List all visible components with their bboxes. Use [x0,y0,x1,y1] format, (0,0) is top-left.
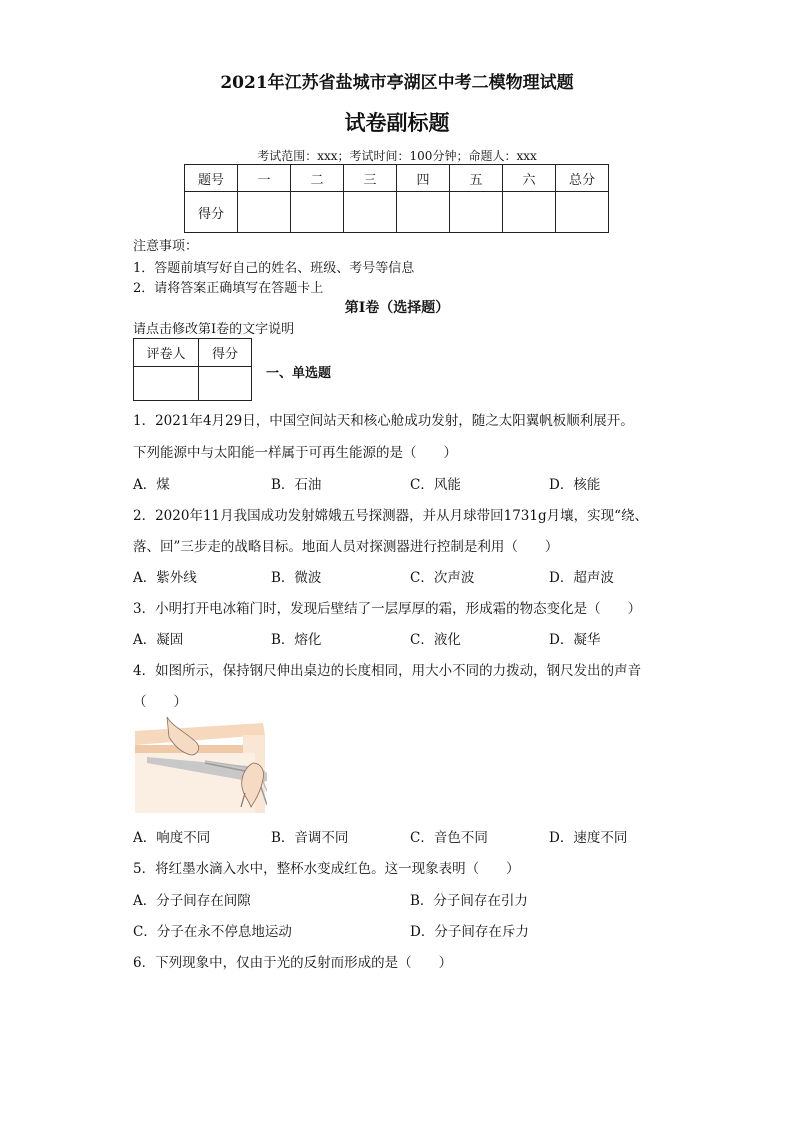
answer-option: A．紫外线 [133,570,197,586]
answer-option: D．超声波 [549,570,614,586]
grader-score-header: 得分 [199,339,252,367]
score-cell [291,192,344,233]
answer-option: C．次声波 [410,570,475,586]
answer-option: A．响度不同 [133,830,211,846]
question-text: 1．2021年4月29日，中国空间站天和核心舱成功发射，随之太阳翼帆板顺利展开。 [133,413,634,429]
question-text: （ ） [133,694,187,710]
score-header-cell: 一 [238,165,291,192]
answer-option: B．音调不同 [271,830,349,846]
grader-cell [134,367,199,401]
notes-heading: 注意事项： [133,239,199,254]
score-cell [397,192,450,233]
score-header-cell: 二 [291,165,344,192]
exam-subtitle: 试卷副标题 [344,110,450,135]
answer-option: D．速度不同 [549,830,628,846]
score-header-cell: 六 [503,165,556,192]
score-cell [238,192,291,233]
answer-option: A．凝固 [133,632,184,648]
score-table [184,164,609,233]
answer-option: B．分子间存在引力 [410,893,528,909]
score-header-cell: 五 [450,165,503,192]
answer-option: D．核能 [549,477,601,493]
question-text: 落、回”三步走的战略目标。地面人员对探测器进行控制是利用（ ） [133,539,559,555]
score-cell [503,192,556,233]
exam-info: 考试范围：xxx；考试时间：100分钟；命题人：xxx [257,149,537,163]
grader-header: 评卷人 [134,339,199,367]
answer-option: C．风能 [410,477,461,493]
answer-option: B．石油 [271,477,322,493]
answer-option: A．煤 [133,477,170,493]
ruler-on-table-figure [135,717,267,813]
answer-option: B．微波 [271,570,322,586]
score-header-cell: 四 [397,165,450,192]
score-header-cell: 三 [344,165,397,192]
section-title: 一、单选题 [266,366,332,381]
answer-option: D．分子间存在斥力 [410,924,529,940]
question-text: 5．将红墨水滴入水中，整杯水变成红色。这一现象表明（ ） [133,861,520,877]
score-cell [450,192,503,233]
score-row-label: 得分 [185,192,238,233]
note-item: 1．答题前填写好自己的姓名、班级、考号等信息 [133,261,415,276]
volume-title: 第I卷（选择题） [344,300,450,316]
answer-option: C．分子在永不停息地运动 [133,924,292,940]
note-item: 2．请将答案正确填写在答题卡上 [133,281,324,296]
question-text: 4．如图所示，保持钢尺伸出桌边的长度相同，用大小不同的力拨动，钢尺发出的声音 [133,663,642,679]
score-cell [556,192,609,233]
volume-description: 请点击修改第I卷的文字说明 [133,322,295,337]
answer-option: D．凝华 [549,632,601,648]
question-text: 3．小明打开电冰箱门时，发现后壁结了一层厚厚的霜，形成霜的物态变化是（ ） [133,601,642,617]
score-header-cell: 总分 [556,165,609,192]
answer-option: B．熔化 [271,632,322,648]
score-cell [344,192,397,233]
answer-option: C．音色不同 [410,830,488,846]
answer-option: C．液化 [410,632,461,648]
answer-option: A．分子间存在间隙 [133,893,251,909]
question-text: 6．下列现象中，仅由于光的反射而形成的是（ ） [133,955,453,971]
grader-score-cell [199,367,252,401]
question-text: 下列能源中与太阳能一样属于可再生能源的是（ ） [133,445,457,461]
exam-title: 2021年江苏省盐城市亭湖区中考二模物理试题 [220,73,574,93]
grader-table [133,338,252,401]
score-header-cell: 题号 [185,165,238,192]
question-text: 2．2020年11月我国成功发射嫦娥五号探测器，并从月球带回1731g月壤，实现“绕、 [133,508,649,524]
